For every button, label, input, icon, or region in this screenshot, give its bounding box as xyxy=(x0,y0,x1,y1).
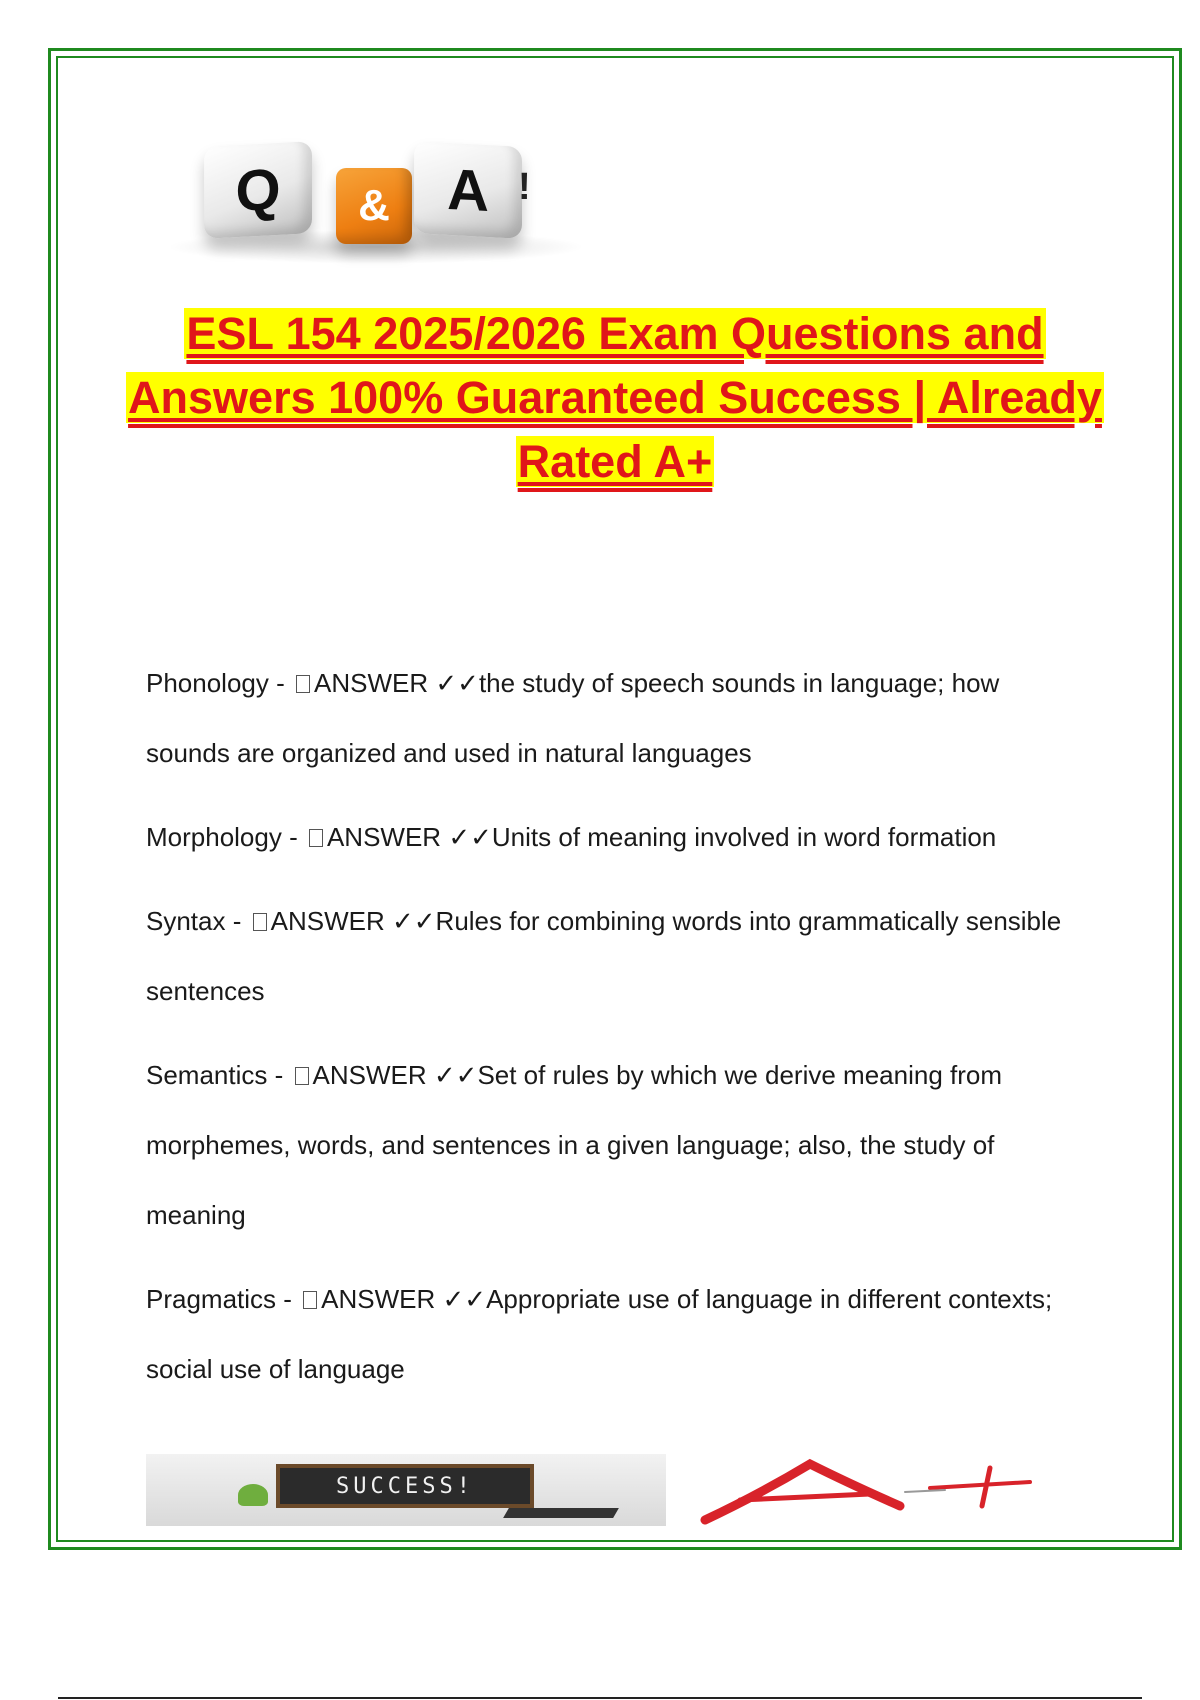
entry-definition: Units of meaning involved in word formation xyxy=(491,822,997,852)
entry-answer-label: ANSWER xyxy=(314,668,429,698)
qa-cubes-logo xyxy=(146,120,601,270)
entry-answer-label: ANSWER xyxy=(270,906,385,936)
qa-entry xyxy=(146,886,1086,1026)
chalkboard-text: SUCCESS! xyxy=(336,1473,474,1499)
chalkboard xyxy=(276,1464,534,1508)
missing-glyph-icon xyxy=(303,1291,317,1309)
entry-term: Phonology xyxy=(146,668,269,698)
qa-entries xyxy=(146,648,1086,1418)
missing-glyph-icon xyxy=(296,675,310,693)
entry-separator: - xyxy=(276,1284,300,1314)
cube-ampersand-glyph: & xyxy=(358,181,390,230)
entry-answer-label: ANSWER xyxy=(321,1284,436,1314)
desk-item xyxy=(503,1508,619,1518)
qa-entry xyxy=(146,648,1086,788)
entry-separator: - xyxy=(267,1060,291,1090)
cube-a-letter: A xyxy=(447,156,489,224)
entry-term: Semantics xyxy=(146,1060,268,1090)
entry-definition: the study of speech sounds in language; how sounds are organized and used in natural languages xyxy=(146,668,1000,768)
entry-term: Syntax xyxy=(146,906,226,936)
entry-definition: Rules for combining words into grammatically sensible sentences xyxy=(146,906,1062,1006)
cube-ampersand xyxy=(336,168,412,244)
cube-q xyxy=(204,141,312,239)
a-plus-icon xyxy=(700,1454,1040,1526)
entry-definition: Set of rules by which we derive meaning from morphemes, words, and sentences in a given language; also, the study of meaning xyxy=(146,1060,1003,1230)
qa-entry xyxy=(146,802,1086,872)
document-title xyxy=(90,302,1140,494)
check-marks-icon: ✓✓ xyxy=(391,906,436,936)
entry-definition: Appropriate use of language in different contexts; social use of language xyxy=(146,1284,1053,1384)
check-marks-icon: ✓✓ xyxy=(448,822,492,852)
document-title-text: ESL 154 2025/2026 Exam Questions and Answers 100% Guaranteed Success | Already Rated A+ xyxy=(128,308,1102,487)
missing-glyph-icon xyxy=(295,1067,309,1085)
entry-separator: - xyxy=(281,822,305,852)
qa-entry xyxy=(146,1264,1086,1404)
entry-answer-label: ANSWER xyxy=(326,822,442,852)
exclamation-mark-glyph: ! xyxy=(518,166,531,208)
check-marks-icon: ✓✓ xyxy=(433,1060,478,1090)
page-footer-rule xyxy=(58,1697,1142,1699)
cube-q-letter: Q xyxy=(235,156,281,224)
entry-term: Pragmatics xyxy=(146,1284,277,1314)
entry-term: Morphology xyxy=(146,822,282,852)
cube-a xyxy=(414,141,522,239)
check-marks-icon: ✓✓ xyxy=(435,668,479,698)
entry-separator: - xyxy=(225,906,249,936)
missing-glyph-icon xyxy=(253,913,267,931)
success-chalkboard-image xyxy=(146,1454,666,1526)
plant-icon xyxy=(238,1484,268,1506)
qa-entry xyxy=(146,1040,1086,1250)
check-marks-icon: ✓✓ xyxy=(442,1284,487,1314)
entry-separator: - xyxy=(268,668,292,698)
entry-answer-label: ANSWER xyxy=(312,1060,427,1090)
missing-glyph-icon xyxy=(309,829,323,847)
a-plus-grade-image xyxy=(700,1454,1040,1526)
